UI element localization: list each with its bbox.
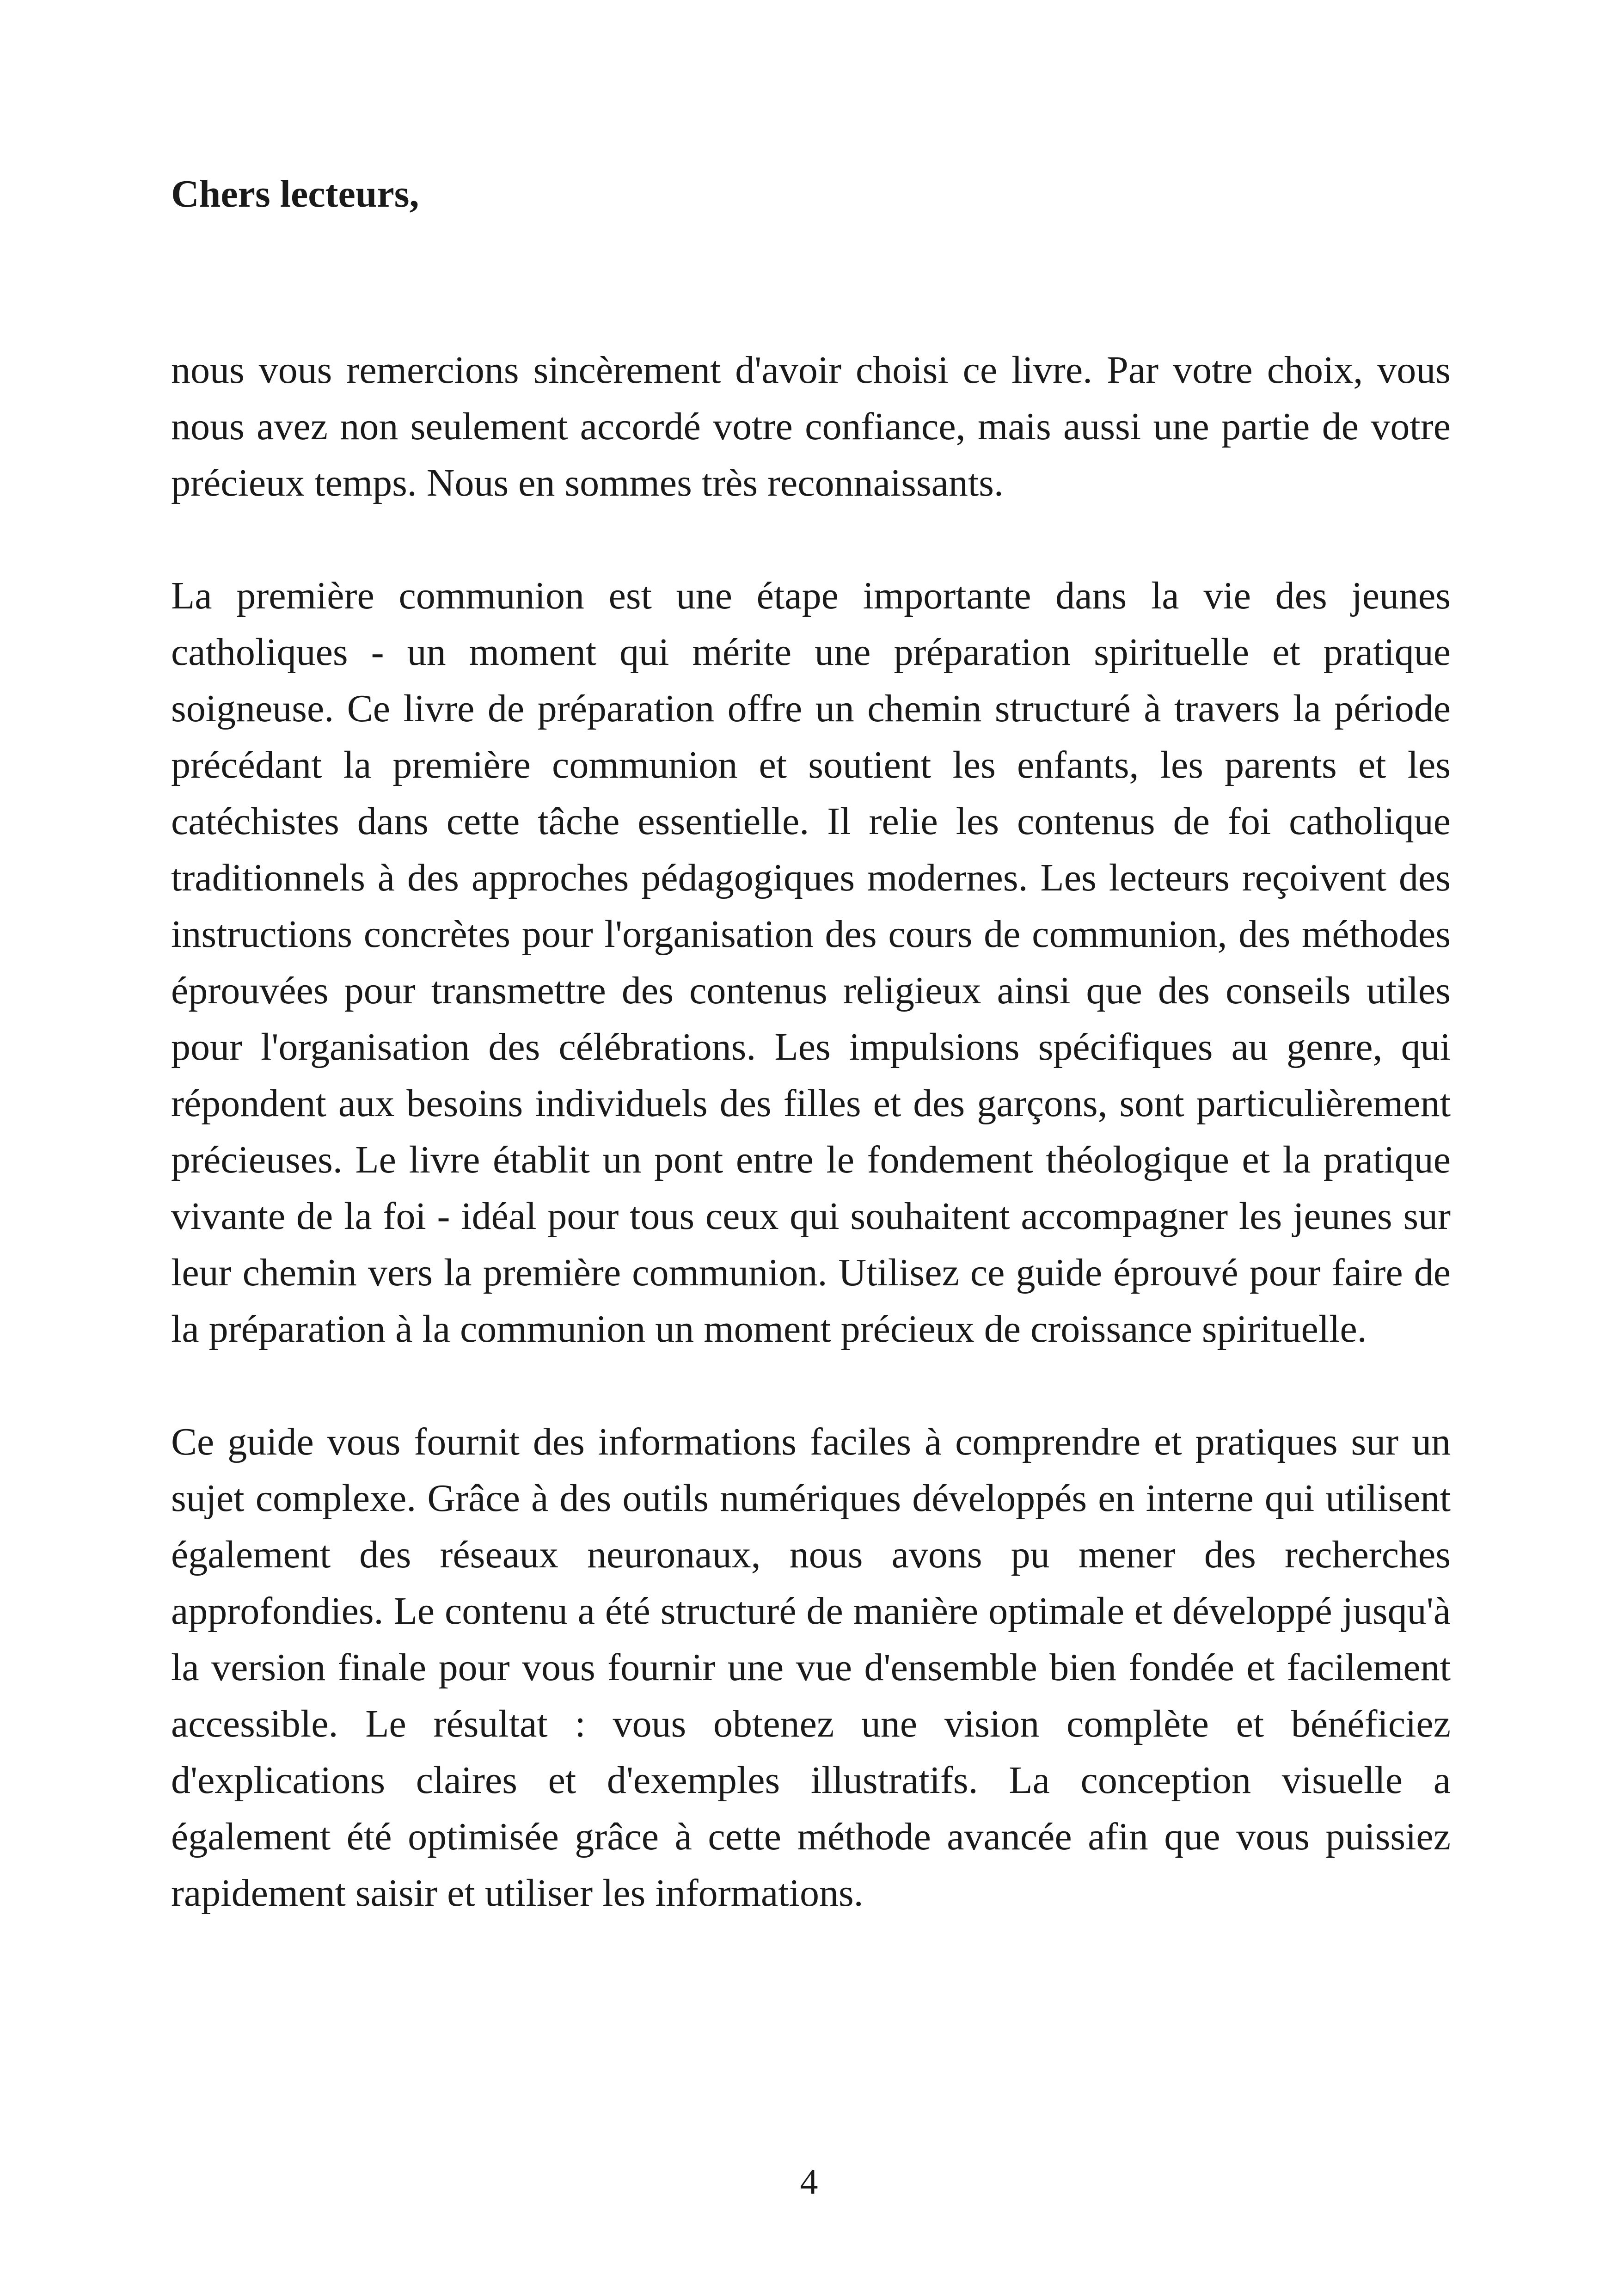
page-number: 4	[800, 2161, 818, 2202]
paragraph-book-description: La première communion est une étape importante dans la vie des jeunes catholiques - un moment qui mérite une préparation spirituelle et pratique soigneuse. Ce livre de préparation offre un chemin structuré à travers la période précédant la première communion et soutient les enfants, les parents et les catéchistes dans cette tâche essentielle. Il relie les contenus de foi catholique traditionnels à des approches pédagogiques modernes. Les lecteurs reçoivent des instructions concrètes pour l'organisation des cours de communion, des méthodes éprouvées pour transmettre des contenus religieux ainsi que des conseils utiles pour l'organisation des célébrations. Les impulsions spécifiques au genre, qui répondent aux besoins individuels des filles et des garçons, sont particulièrement précieuses. Le livre établit un pont entre le fondement théologique et la pratique vivante de la foi - idéal pour tous ceux qui souhaitent accompagner les jeunes sur leur chemin vers la première communion. Utilisez ce guide éprouvé pour faire de la préparation à la communion un moment précieux de croissance spirituelle.	[171, 574, 1451, 1351]
page-heading: Chers lecteurs,	[171, 172, 419, 215]
body-text	[171, 342, 1451, 1922]
paragraph-thanks: nous vous remercions sincèrement d'avoir choisi ce livre. Par votre choix, vous nous avez non seulement accordé votre confiance, mais aussi une partie de votre précieux temps. Nous en sommes très reconnaissants.	[171, 349, 1451, 504]
paragraph-guide-method: Ce guide vous fournit des informations faciles à comprendre et pratiques sur un sujet complexe. Grâce à des outils numériques développés en interne qui utilisent également des réseaux neuronaux, nous avons pu mener des recherches approfondies. Le contenu a été structuré de manière optimale et développé jusqu'à la version finale pour vous fournir une vue d'ensemble bien fondée et facilement accessible. Le résultat : vous obtenez une vision complète et bénéficiez d'explications claires et d'exemples illustratifs. La conception visuelle a également été optimisée grâce à cette méthode avancée afin que vous puissiez rapidement saisir et utiliser les informations.	[171, 1420, 1451, 1915]
